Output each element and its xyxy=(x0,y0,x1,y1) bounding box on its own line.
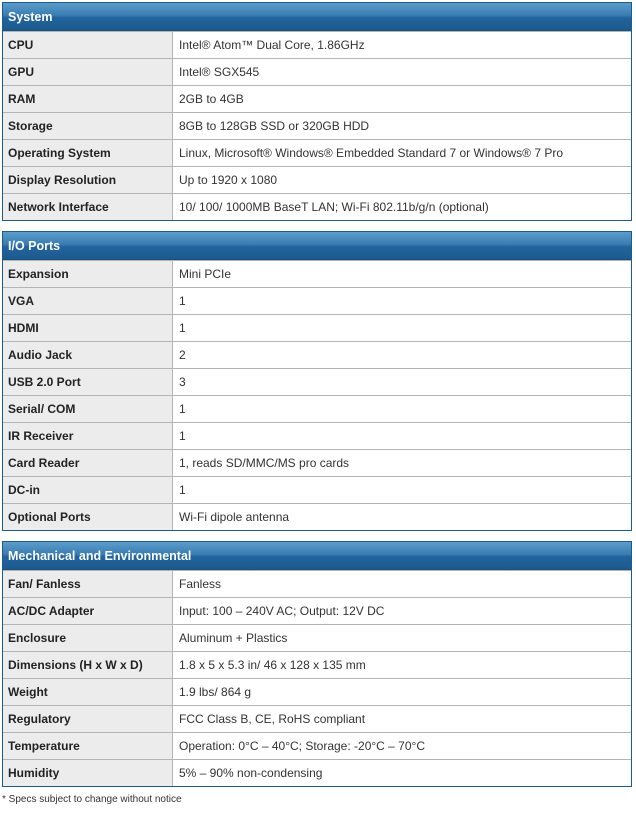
spec-row-audio-jack xyxy=(3,341,631,368)
section-mechanical-environmental xyxy=(2,541,632,787)
spec-label: Regulatory xyxy=(3,706,173,732)
spec-label: Serial/ COM xyxy=(3,396,173,422)
spec-value: Aluminum + Plastics xyxy=(173,625,631,651)
spec-label: Enclosure xyxy=(3,625,173,651)
spec-label: RAM xyxy=(3,86,173,112)
spec-label: VGA xyxy=(3,288,173,314)
footnote: * Specs subject to change without notice xyxy=(2,794,182,805)
spec-value: Intel® Atom™ Dual Core, 1.86GHz xyxy=(173,32,631,58)
section-io-ports xyxy=(2,231,632,531)
spec-value: 1 xyxy=(173,288,631,314)
spec-label: Weight xyxy=(3,679,173,705)
spec-value: Wi-Fi dipole antenna xyxy=(173,504,631,530)
spec-value: 3 xyxy=(173,369,631,395)
spec-label: Temperature xyxy=(3,733,173,759)
spec-label: Dimensions (H x W x D) xyxy=(3,652,173,678)
spec-value: 1.9 lbs/ 864 g xyxy=(173,679,631,705)
spec-value: 10/ 100/ 1000MB BaseT LAN; Wi-Fi 802.11b/g/n (optional) xyxy=(173,194,631,220)
spec-value: Linux, Microsoft® Windows® Embedded Standard 7 or Windows® 7 Pro xyxy=(173,140,631,166)
spec-row-temperature xyxy=(3,732,631,759)
spec-row-weight xyxy=(3,678,631,705)
spec-row-enclosure xyxy=(3,624,631,651)
spec-value: Mini PCIe xyxy=(173,261,631,287)
spec-row-serial-com xyxy=(3,395,631,422)
section-title: System xyxy=(3,3,631,31)
spec-value: FCC Class B, CE, RoHS compliant xyxy=(173,706,631,732)
spec-label: HDMI xyxy=(3,315,173,341)
spec-label: GPU xyxy=(3,59,173,85)
spec-row-dimensions xyxy=(3,651,631,678)
spec-row-fan xyxy=(3,570,631,597)
spec-row-regulatory xyxy=(3,705,631,732)
section-title: Mechanical and Environmental xyxy=(3,542,631,570)
spec-value: Intel® SGX545 xyxy=(173,59,631,85)
spec-value: 1.8 x 5 x 5.3 in/ 46 x 128 x 135 mm xyxy=(173,652,631,678)
spec-value: 8GB to 128GB SSD or 320GB HDD xyxy=(173,113,631,139)
section-system xyxy=(2,2,632,221)
spec-value: 1 xyxy=(173,396,631,422)
spec-label: Operating System xyxy=(3,140,173,166)
spec-label: AC/DC Adapter xyxy=(3,598,173,624)
spec-label: Display Resolution xyxy=(3,167,173,193)
spec-label: DC-in xyxy=(3,477,173,503)
spec-value: Operation: 0°C – 40°C; Storage: -20°C – 70°C xyxy=(173,733,631,759)
spec-label: CPU xyxy=(3,32,173,58)
spec-row-operating-system xyxy=(3,139,631,166)
spec-row-ram xyxy=(3,85,631,112)
spec-value: Up to 1920 x 1080 xyxy=(173,167,631,193)
spec-row-usb-port xyxy=(3,368,631,395)
spec-row-card-reader xyxy=(3,449,631,476)
spec-row-expansion xyxy=(3,260,631,287)
spec-row-humidity xyxy=(3,759,631,786)
spec-label: Humidity xyxy=(3,760,173,786)
spec-row-gpu xyxy=(3,58,631,85)
spec-row-display-resolution xyxy=(3,166,631,193)
spec-sheet xyxy=(2,2,632,797)
spec-row-cpu xyxy=(3,31,631,58)
spec-value: 2GB to 4GB xyxy=(173,86,631,112)
spec-label: IR Receiver xyxy=(3,423,173,449)
spec-value: 1, reads SD/MMC/MS pro cards xyxy=(173,450,631,476)
spec-row-hdmi xyxy=(3,314,631,341)
spec-label: Card Reader xyxy=(3,450,173,476)
spec-row-dc-in xyxy=(3,476,631,503)
spec-label: Fan/ Fanless xyxy=(3,571,173,597)
spec-label: Storage xyxy=(3,113,173,139)
spec-row-vga xyxy=(3,287,631,314)
spec-value: Fanless xyxy=(173,571,631,597)
spec-label: Network Interface xyxy=(3,194,173,220)
section-title: I/O Ports xyxy=(3,232,631,260)
spec-value: Input: 100 – 240V AC; Output: 12V DC xyxy=(173,598,631,624)
spec-value: 1 xyxy=(173,477,631,503)
spec-label: USB 2.0 Port xyxy=(3,369,173,395)
spec-row-adapter xyxy=(3,597,631,624)
spec-value: 5% – 90% non-condensing xyxy=(173,760,631,786)
spec-label: Optional Ports xyxy=(3,504,173,530)
spec-row-optional-ports xyxy=(3,503,631,530)
spec-row-network-interface xyxy=(3,193,631,220)
spec-row-storage xyxy=(3,112,631,139)
spec-value: 1 xyxy=(173,423,631,449)
spec-value: 2 xyxy=(173,342,631,368)
spec-label: Audio Jack xyxy=(3,342,173,368)
spec-value: 1 xyxy=(173,315,631,341)
spec-label: Expansion xyxy=(3,261,173,287)
spec-row-ir-receiver xyxy=(3,422,631,449)
